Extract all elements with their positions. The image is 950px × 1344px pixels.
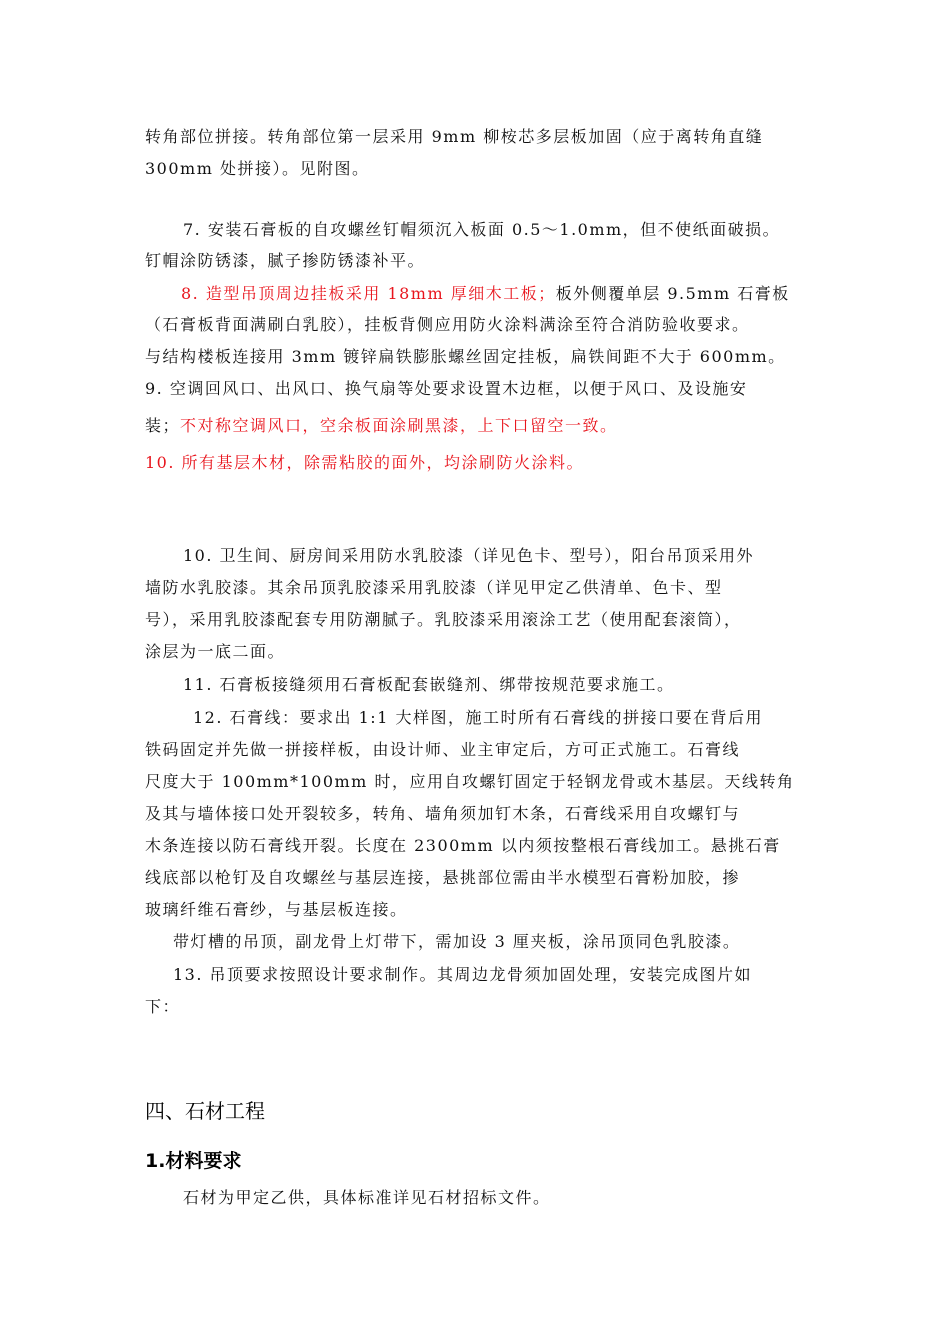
paragraph-line: 木条连接以防石膏线开裂。长度在 2300mm 以内须按整根石膏线加工。悬挑石膏 bbox=[145, 836, 781, 855]
paragraph-line: 与结构楼板连接用 3mm 镀锌扁铁膨胀螺丝固定挂板，扁铁间距不大于 600mm。 bbox=[145, 347, 786, 366]
paragraph-line: 13. 吊顶要求按照设计要求制作。其周边龙骨须加固处理，安装完成图片如 bbox=[173, 965, 753, 984]
highlighted-paragraph: 10. 所有基层木材，除需粘胶的面外，均涂刷防火涂料。 bbox=[145, 453, 585, 472]
paragraph-line: 铁码固定并先做一拼接样板，由设计师、业主审定后，方可正式施工。石膏线 bbox=[145, 740, 741, 759]
paragraph-line: 涂层为一底二面。 bbox=[145, 642, 286, 661]
section-heading: 四、石材工程 bbox=[145, 1099, 265, 1123]
plain-text: 装； bbox=[145, 416, 181, 435]
paragraph-line: 11. 石膏板接缝须用石膏板配套嵌缝剂、绑带按规范要求施工。 bbox=[183, 675, 675, 694]
paragraph-line: （石膏板背面满刷白乳胶），挂板背侧应用防火涂料满涂至符合消防验收要求。 bbox=[145, 315, 750, 334]
plain-text: 板外侧覆单层 9.5mm 石膏板 bbox=[555, 284, 790, 303]
paragraph-line: 9. 空调回风口、出风口、换气扇等处要求设置木边框，以便于风口、及设施安 bbox=[145, 379, 748, 398]
paragraph-line: 号），采用乳胶漆配套专用防潮腻子。乳胶漆采用滚涂工艺（使用配套滚筒）， bbox=[145, 610, 742, 629]
paragraph-line: 带灯槽的吊顶，副龙骨上灯带下，需加设 3 厘夹板，涂吊顶同色乳胶漆。 bbox=[173, 932, 741, 951]
paragraph-line: 墙防水乳胶漆。其余吊顶乳胶漆采用乳胶漆（详见甲定乙供清单、色卡、型 bbox=[145, 578, 723, 597]
paragraph-line: 石材为甲定乙供，具体标准详见石材招标文件。 bbox=[183, 1188, 551, 1207]
paragraph-line: 及其与墙体接口处开裂较多，转角、墙角须加钉木条，石膏线采用自攻螺钉与 bbox=[145, 804, 741, 823]
paragraph-line: 300mm 处拼接）。见附图。 bbox=[145, 159, 370, 178]
paragraph-line bbox=[181, 284, 790, 304]
paragraph-line: 10. 卫生间、厨房间采用防水乳胶漆（详见色卡、型号），阳台吊顶采用外 bbox=[183, 546, 755, 565]
paragraph-line: 12. 石膏线：要求出 1:1 大样图，施工时所有石膏线的拼接口要在背后用 bbox=[193, 708, 763, 727]
paragraph-line: 7. 安装石膏板的自攻螺丝钉帽须沉入板面 0.5～1.0mm，但不使纸面破损。 bbox=[183, 220, 781, 239]
highlighted-text: 不对称空调风口，空余板面涂刷黑漆，上下口留空一致。 bbox=[180, 416, 618, 435]
paragraph-line: 线底部以枪钉及自攻螺丝与基层连接，悬挑部位需由半水模型石膏粉加胶，掺 bbox=[145, 868, 741, 887]
highlighted-text: 8. 造型吊顶周边挂板采用 18mm 厚细木工板； bbox=[181, 284, 556, 303]
paragraph-line: 下： bbox=[145, 997, 181, 1016]
paragraph-line: 玻璃纤维石膏纱，与基层板连接。 bbox=[145, 900, 408, 919]
paragraph-line bbox=[145, 416, 618, 436]
paragraph-line: 钉帽涂防锈漆，腻子掺防锈漆补平。 bbox=[145, 251, 426, 270]
paragraph-line: 转角部位拼接。转角部位第一层采用 9mm 柳桉芯多层板加固（应于离转角直缝 bbox=[145, 127, 764, 146]
subsection-heading: 1.材料要求 bbox=[145, 1150, 242, 1172]
paragraph-line: 尺度大于 100mm*100mm 时，应用自攻螺钉固定于轻钢龙骨或木基层。天线转角 bbox=[145, 772, 795, 791]
